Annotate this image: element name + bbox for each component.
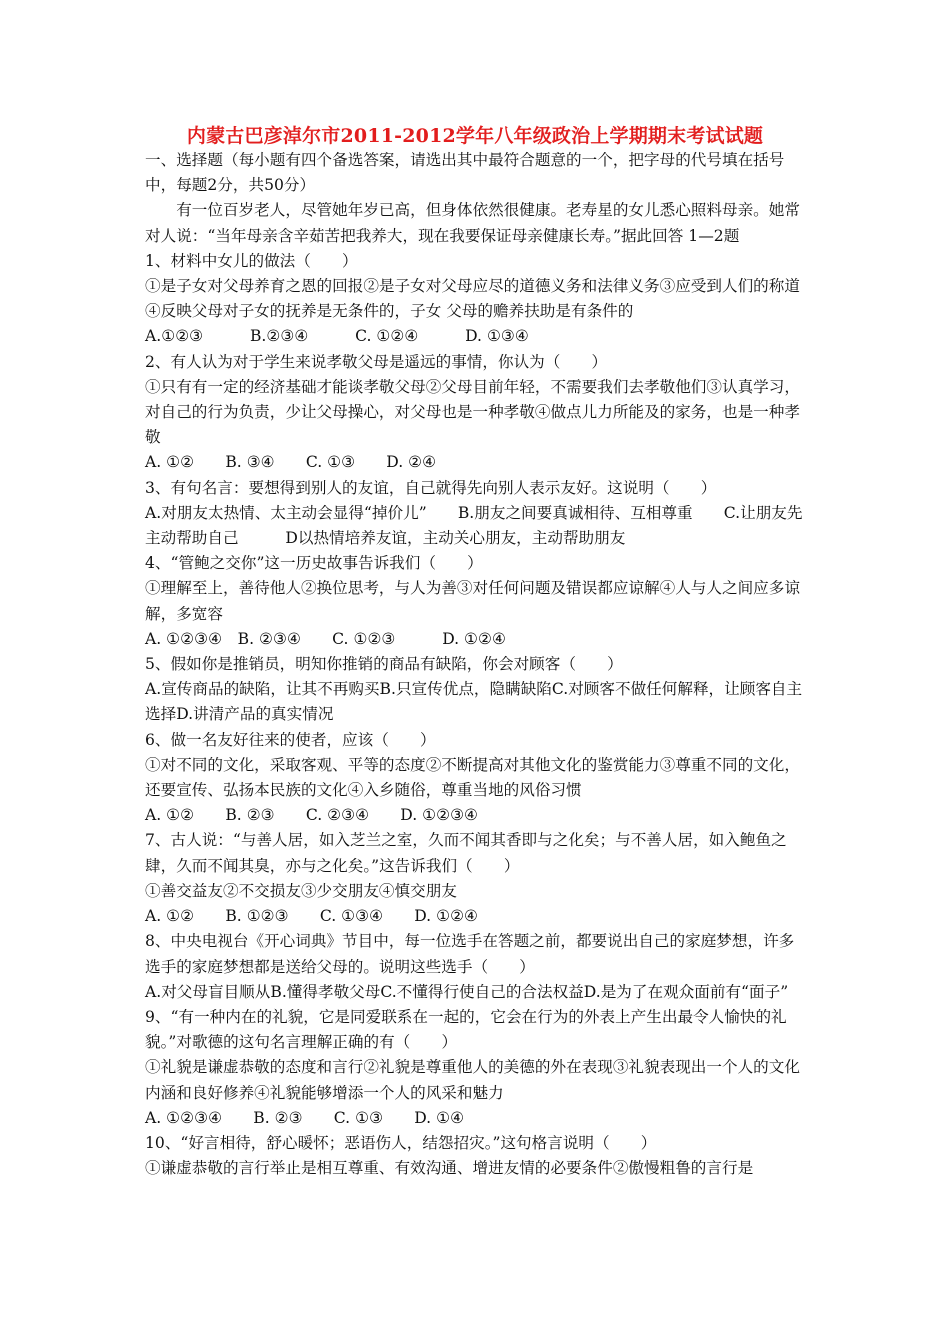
question-6: 6、做一名友好往来的使者，应该（ ） bbox=[145, 730, 436, 749]
question-8-options: A.对父母盲目顺从B.懂得孝敬父母C.不懂得行使自己的合法权益D.是为了在观众面前有“面子” bbox=[145, 982, 789, 1001]
question-10-statements: ①谦虚恭敬的言行举止是相互尊重、有效沟通、增进友情的必要条件②傲慢粗鲁的言行是 bbox=[145, 1159, 754, 1178]
question-1: 1、材料中女儿的做法（ ） bbox=[145, 251, 358, 270]
question-9: 9、“有一种内在的礼貌，它是同爱联系在一起的，它会在行为的外表上产生出最令人愉快的礼貌。”对歌德的这句名言理解正确的有（ ） bbox=[145, 1007, 787, 1052]
question-2-statements: ①只有有一定的经济基础才能谈孝敬父母②父母目前年轻，不需要我们去孝敬他们③认真学习，对自己的行为负责，少让父母操心，对父母也是一种孝敬④做点儿力所能及的家务，也是一种孝敬 bbox=[145, 377, 800, 447]
question-3-options: A.对朋友太热情、太主动会显得“掉价儿” B.朋友之间要真诚相待、互相尊重 C.让朋友先主动帮助自己 D以热情培养友谊，主动关心朋友，主动帮助朋友 bbox=[145, 503, 803, 548]
question-6-options: A. ①② B. ②③ C. ②③④ D. ①②③④ bbox=[145, 806, 479, 825]
question-7-options: A. ①② B. ①②③ C. ①③④ D. ①②④ bbox=[145, 907, 479, 926]
question-1-statements: ①是子女对父母养育之恩的回报②是子女对父母应尽的道德义务和法律义务③应受到人们的称道④反映父母对子女的抚养是无条件的，子女 父母的赡养扶助是有条件的 bbox=[145, 277, 800, 321]
document-title: 内蒙古巴彦淖尔市2011-2012学年八年级政治上学期期末考试试题 bbox=[186, 125, 764, 147]
question-7: 7、古人说：“与善人居，如入芝兰之室，久而不闻其香即与之化矣；与不善人居，如入鲍鱼之肆，久而不闻其臭，亦与之化矣。”这告诉我们（ ） bbox=[145, 831, 787, 875]
question-10: 10、“好言相待，舒心暖怀；恶语伤人，结怨招灾。”这句格言说明（ ） bbox=[145, 1133, 657, 1152]
section-heading: 一、选择题（每小题有四个备选答案，请选出其中最符合题意的一个，把字母的代号填在括号中，每题2分，共50分） bbox=[145, 151, 785, 195]
question-2-options: A. ①② B. ③④ C. ①③ D. ②④ bbox=[145, 453, 437, 472]
question-5: 5、假如你是推销员，明知你推销的商品有缺陷，你会对顾客（ ） bbox=[145, 655, 623, 674]
question-8: 8、中央电视台《开心词典》节目中，每一位选手在答题之前，都要说出自己的家庭梦想，许多选手的家庭梦想都是送给父母的。说明这些选手（ ） bbox=[145, 932, 795, 976]
question-4-statements: ①理解至上，善待他人②换位思考，与人为善③对任何问题及错误都应谅解④人与人之间应多谅解，多宽容 bbox=[145, 579, 800, 623]
question-4: 4、“管鲍之交你”这一历史故事告诉我们（ ） bbox=[145, 554, 483, 573]
question-9-statements: ①礼貌是谦虚恭敬的态度和言行②礼貌是尊重他人的美德的外在表现③礼貌表现出一个人的文化内涵和良好修养④礼貌能够增添一个人的风采和魅力 bbox=[145, 1058, 800, 1102]
question-6-statements: ①对不同的文化，采取客观、平等的态度②不断提高对其他文化的鉴赏能力③尊重不同的文化，还要宣传、弘扬本民族的文化④入乡随俗，尊重当地的风俗习惯 bbox=[145, 755, 800, 800]
question-7-statements: ①善交益友②不交损友③少交朋友④慎交朋友 bbox=[145, 881, 457, 900]
question-4-options: A. ①②③④ B. ②③④ C. ①②③ D. ①②④ bbox=[145, 629, 506, 648]
question-2: 2、有人认为对于学生来说孝敬父母是遥远的事情，你认为（ ） bbox=[145, 352, 608, 371]
document-body bbox=[145, 148, 807, 1181]
question-1-options: A.①②③ B.②③④ C. ①②④ D. ①③④ bbox=[145, 327, 529, 346]
question-3: 3、有句名言：要想得到别人的友谊，自己就得先向别人表示友好。这说明（ ） bbox=[145, 478, 717, 497]
question-5-options: A.宣传商品的缺陷，让其不再购买B.只宣传优点，隐瞒缺陷C.对顾客不做任何解释，让顾客自主选择D.讲清产品的真实情况 bbox=[145, 680, 803, 724]
question-9-options: A. ①②③④ B. ②③ C. ①③ D. ①④ bbox=[145, 1108, 465, 1127]
material-paragraph: 有一位百岁老人，尽管她年岁已高，但身体依然很健康。老寿星的女儿悉心照料母亲。她常对人说：“当年母亲含辛茹苦把我养大，现在我要保证母亲健康长寿。”据此回答 1—2题 bbox=[145, 201, 800, 245]
